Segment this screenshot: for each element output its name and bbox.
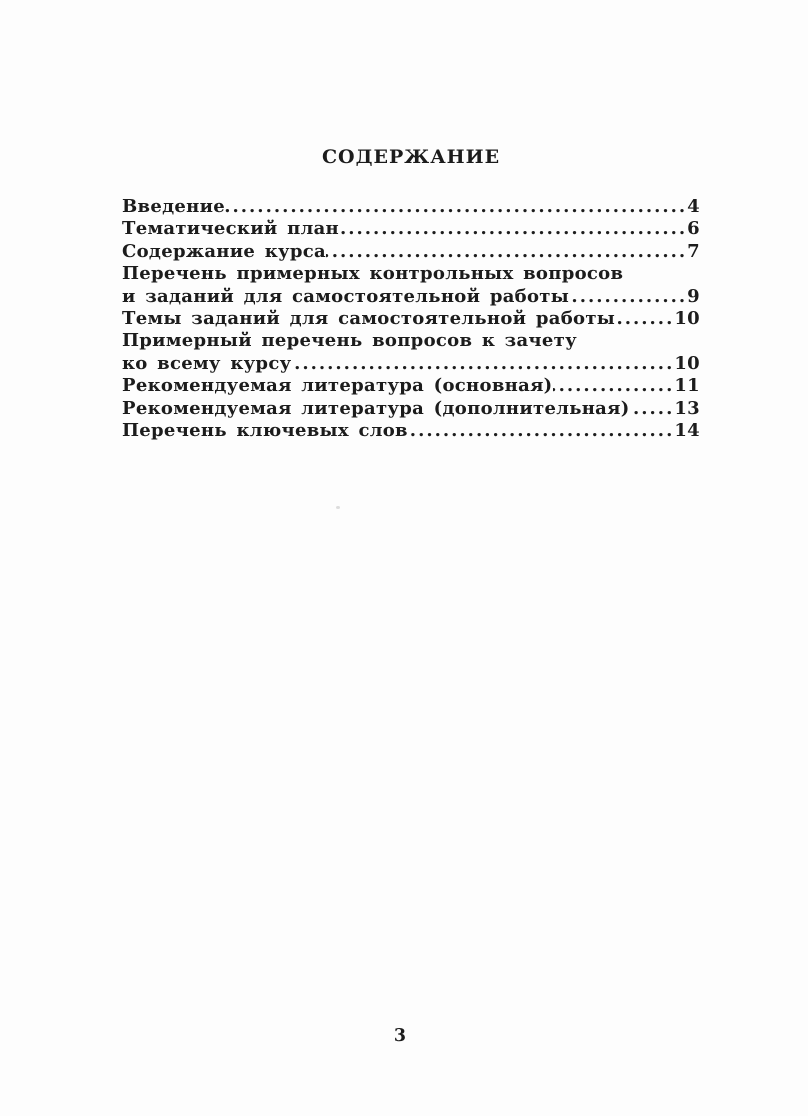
dot-leader (408, 420, 674, 442)
toc-entry-title: Введение (122, 196, 225, 217)
toc-page-number: 9 (687, 285, 700, 307)
toc-entry (122, 375, 700, 397)
toc-page-number: 14 (674, 419, 700, 441)
toc-entry-title: Примерный перечень вопросов к зачету (122, 330, 577, 352)
toc-entry (122, 196, 700, 218)
toc-entry-title: Перечень ключевых слов (122, 419, 408, 441)
toc-page-number: 13 (674, 397, 700, 419)
toc-entry-title: Содержание курса (122, 240, 326, 262)
toc-entry (122, 330, 700, 375)
dot-leader (339, 218, 687, 240)
toc-entry-title: Темы заданий для самостоятельной работы (122, 307, 616, 329)
dot-leader (630, 398, 675, 420)
toc-entry (122, 420, 700, 442)
toc-page-number: 7 (687, 240, 700, 262)
toc-entry-title-continuation: и заданий для самостоятельной работы (122, 285, 570, 307)
toc-entry (122, 398, 700, 420)
page-title: СОДЕРЖАНИЕ (321, 146, 501, 168)
toc-entry-title: Рекомендуемая литература (основная) (122, 375, 553, 397)
toc-entry-title-continuation: ко всему курсу (122, 352, 292, 374)
toc-page-number: 11 (674, 375, 700, 397)
toc-page-number: 10 (674, 307, 700, 329)
scan-speck (336, 506, 340, 509)
toc-entry-title: Перечень примерных контрольных вопросов (122, 263, 624, 285)
toc-page-number: 6 (687, 218, 700, 240)
dot-leader (291, 353, 674, 375)
dot-leader (615, 308, 674, 330)
dot-leader (326, 241, 687, 263)
toc-entry-title: Рекомендуемая литература (дополнительная) (122, 397, 630, 419)
toc-entry (122, 218, 700, 240)
toc-page-number: 10 (674, 352, 700, 374)
toc-page-number: 4 (687, 196, 700, 217)
toc-entry-title: Тематический план (122, 218, 340, 240)
toc-entry (122, 308, 700, 330)
dot-leader (569, 286, 687, 308)
toc-entry (122, 241, 700, 263)
dot-leader (553, 375, 675, 397)
footer-page-number: 3 (393, 1026, 407, 1046)
dot-leader (225, 196, 687, 218)
toc-entry (122, 263, 700, 308)
table-of-contents (122, 196, 700, 442)
